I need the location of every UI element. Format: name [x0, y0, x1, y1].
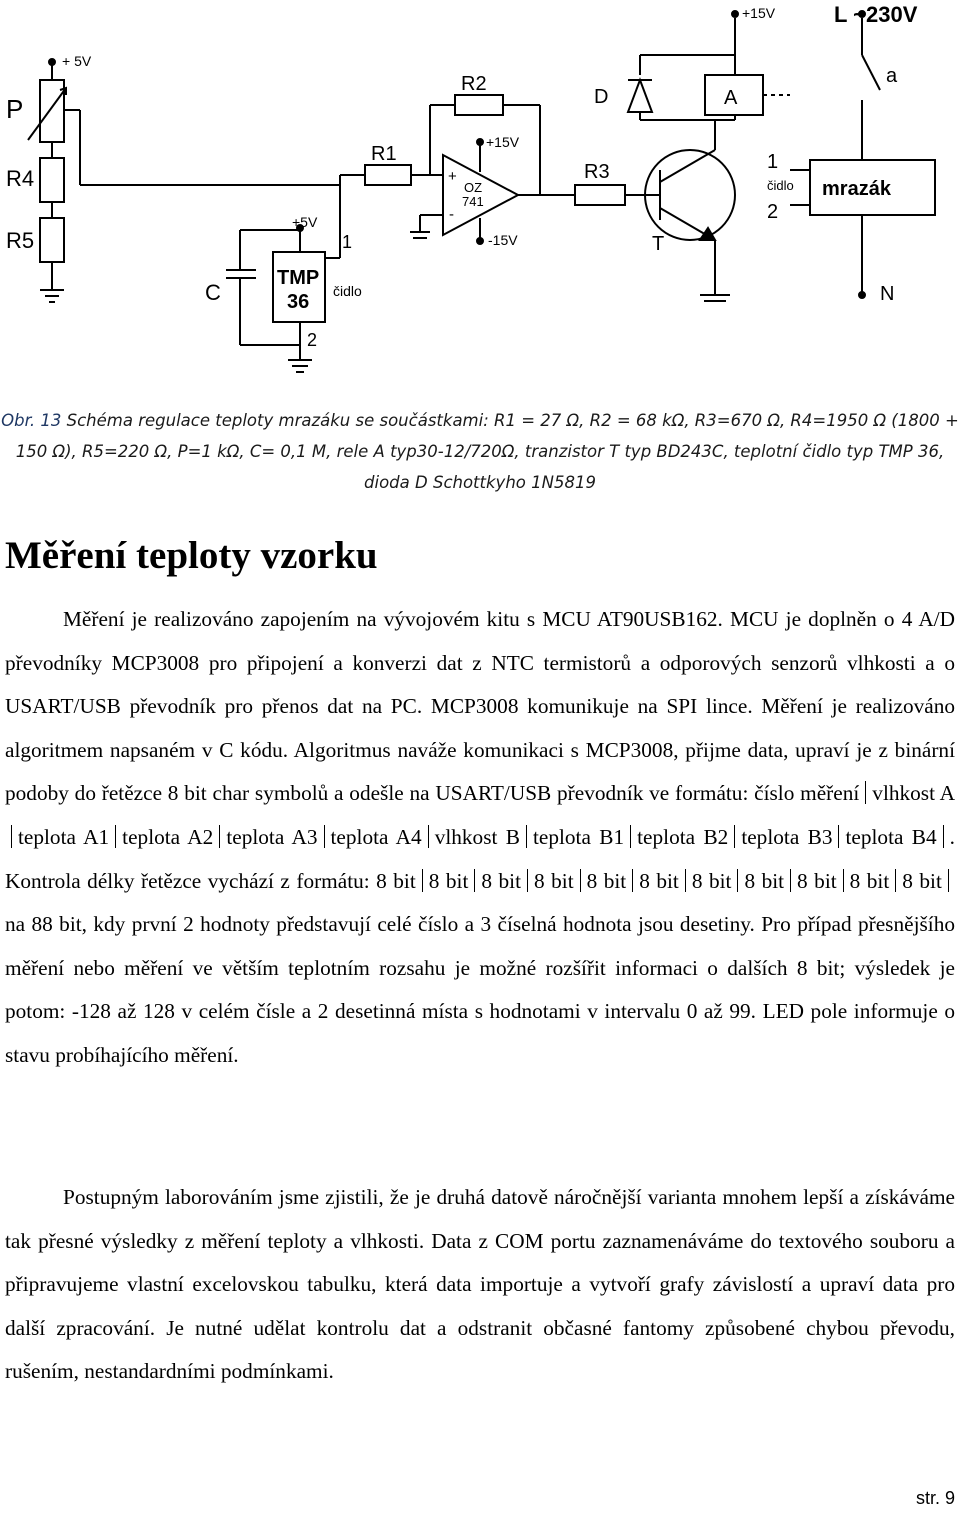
opamp-line2-label: 741	[462, 194, 484, 209]
separator-bar	[428, 825, 429, 848]
bit-field: 8 bit	[849, 868, 890, 893]
paragraph-1	[5, 598, 955, 1078]
sensor-pin2-label: 2	[307, 330, 318, 350]
separator-bar	[115, 825, 116, 848]
r4-label: R4	[6, 166, 35, 191]
sensor-name-label: čidlo	[333, 283, 362, 299]
format-field: teplota A4	[330, 824, 422, 849]
opamp-minus-supply-label: -15V	[488, 232, 518, 248]
circuit-schematic	[0, 0, 960, 390]
separator-bar	[219, 825, 220, 848]
separator-bar	[865, 781, 866, 804]
freezer-label: mrazák	[822, 178, 891, 200]
relay-supply-label: +15V	[742, 5, 776, 21]
separator-bar	[422, 869, 423, 892]
caption-line-2: 150 Ω), R5=220 Ω, P=1 kΩ, C= 0,1 M, rele A typ30-12/720Ω, tranzistor T typ BD243C, teplotní čidlo typ TMP 36,	[15, 442, 945, 461]
relay-label: A	[724, 87, 738, 109]
figure-caption	[0, 405, 960, 498]
separator-bar	[734, 825, 735, 848]
resistor-r1-symbol	[365, 165, 411, 185]
format-field: teplota B2	[637, 824, 729, 849]
cap-label: C	[205, 280, 221, 305]
separator-bar	[632, 869, 633, 892]
separator-bar	[527, 869, 528, 892]
diode-symbol	[628, 80, 652, 112]
opamp-plus-supply-label: +15V	[486, 134, 520, 150]
sensor-supply-label: +5V	[292, 214, 318, 230]
opamp-line1-label: OZ	[464, 180, 483, 195]
separator-bar	[685, 869, 686, 892]
bit-field: 8 bit	[639, 868, 679, 893]
bit-field: 8 bit	[481, 868, 521, 893]
resistor-r3-symbol	[575, 185, 625, 205]
bit-field: 8 bit	[586, 868, 627, 893]
neutral-label: N	[880, 283, 895, 305]
transistor-label: T	[652, 233, 665, 255]
mains-line-label: L ~230V	[834, 2, 918, 27]
page-number: str. 9	[915, 1488, 955, 1508]
format-field: teplota B4	[845, 824, 937, 849]
separator-bar	[895, 869, 896, 892]
caption-line-3: dioda D Schottkyho 1N5819	[364, 473, 596, 492]
resistor-r4-symbol	[40, 158, 64, 202]
separator-bar	[526, 825, 527, 848]
paragraph-2: Postupným laborováním jsme zjistili, že je druhá datově náročnější varianta mnohem lepší a získáváme tak přesné výsledky z měření teploty a vlhkosti. Data z COM portu zaznamenáváme do textového souboru a připravujeme vlastní excelovskou tabulku, která data importuje a vytvoří grafy závislostí a upraví data pro další zpracování. Je nutné udělat kontrolu dat a odstranit občasné fantomy způsobené chybou převodu, rušením, nestandardními podmínkami.	[5, 1185, 955, 1384]
caption-text-1: Schéma regulace teploty mrazáku se součástkami: R1 = 27 Ω, R2 = 68 kΩ, R3=670 Ω, R4=1950 Ω (1800 +	[61, 411, 959, 430]
format-field: teplota A2	[122, 824, 214, 849]
format-field: teplota B1	[532, 824, 625, 849]
separator-bar	[630, 825, 631, 848]
bit-field: 8 bit	[534, 868, 574, 893]
freezer-pin1-label: 1	[767, 151, 779, 173]
sensor-line1-label: TMP	[277, 267, 320, 289]
separator-bar	[474, 869, 475, 892]
separator-bar	[580, 869, 581, 892]
bit-field: 8 bit	[744, 868, 785, 893]
r5-label: R5	[6, 228, 35, 253]
opamp-in-minus-label: -	[449, 206, 454, 223]
pot-label: P	[6, 94, 24, 124]
caption-line-1	[0, 405, 960, 436]
separator-bar	[843, 869, 844, 892]
separator-bar	[737, 869, 738, 892]
freezer-sensor-label: čidlo	[767, 178, 794, 193]
resistor-r2-symbol	[455, 95, 503, 115]
paragraph-1-outro: na 88 bit, kdy první 2 hodnoty představují celé číslo a 3 číselná hodnota jsou desetiny. Pro případ přesnějšího měření nebo měření ve větším teplotním rozsahu je možné rozšířit informaci o dalších 8 bit; výsledek je potom: -128 až 128 v celém čísle a 2 desetinná místa s hodnotami v intervalu 0 až 99. LED pole informuje o stavu probíhajícího měření.	[5, 912, 955, 1067]
format-field: teplota A1	[18, 824, 110, 849]
bit-field: 8 bit	[902, 868, 942, 893]
format-field: vlhkost A	[872, 781, 955, 806]
diode-label: D	[594, 86, 609, 108]
sensor-pin1-label: 1	[342, 232, 353, 252]
supply-pot-label: + 5V	[62, 53, 92, 69]
format-field: teplota A3	[226, 824, 318, 849]
opamp-in-plus-label: +	[448, 168, 457, 185]
r1-label: R1	[371, 143, 397, 165]
resistor-r5-symbol	[40, 218, 64, 262]
figure-label: Obr. 13	[1, 411, 62, 430]
r2-label: R2	[461, 73, 487, 95]
bit-field: 8 bit	[428, 868, 469, 893]
sensor-line2-label: 36	[287, 291, 310, 313]
bit-field: 8 bit	[797, 868, 837, 893]
format-field: teplota B3	[741, 824, 833, 849]
bit-field: 8 bit	[691, 868, 732, 893]
separator-bar	[790, 869, 791, 892]
section-heading: Měření teploty vzorku	[5, 534, 378, 577]
separator-bar	[948, 869, 949, 892]
freezer-pin2-label: 2	[767, 201, 779, 223]
switch-contact-label: a	[886, 65, 898, 87]
separator-bar	[943, 825, 944, 848]
paragraph-1-intro: Měření je realizováno zapojením na vývojovém kitu s MCU AT90USB162. MCU je doplněn o 4 A/D převodníky MCP3008 pro připojení a konverzi dat z NTC termistorů a odporových senzorů vlhkosti a o USART/USB převodník pro přenos dat na PC. MCP3008 komunikuje na SPI lince. Měření je realizováno algoritmem napsaném v C kódu. Algoritmus naváže komunikaci s MCP3008, přijme data, upraví je z binární podoby do řetězce 8 bit char symbolů a odešle na USART/USB převodník ve formátu: číslo měření	[5, 607, 955, 806]
r3-label: R3	[584, 161, 610, 183]
length-check-intro: . Kontrola délky řetězce vychází z formátu: 8 bit	[5, 824, 955, 893]
separator-bar	[11, 825, 12, 848]
separator-bar	[324, 825, 325, 848]
separator-bar	[838, 825, 839, 848]
format-field: vlhkost B	[434, 824, 520, 849]
